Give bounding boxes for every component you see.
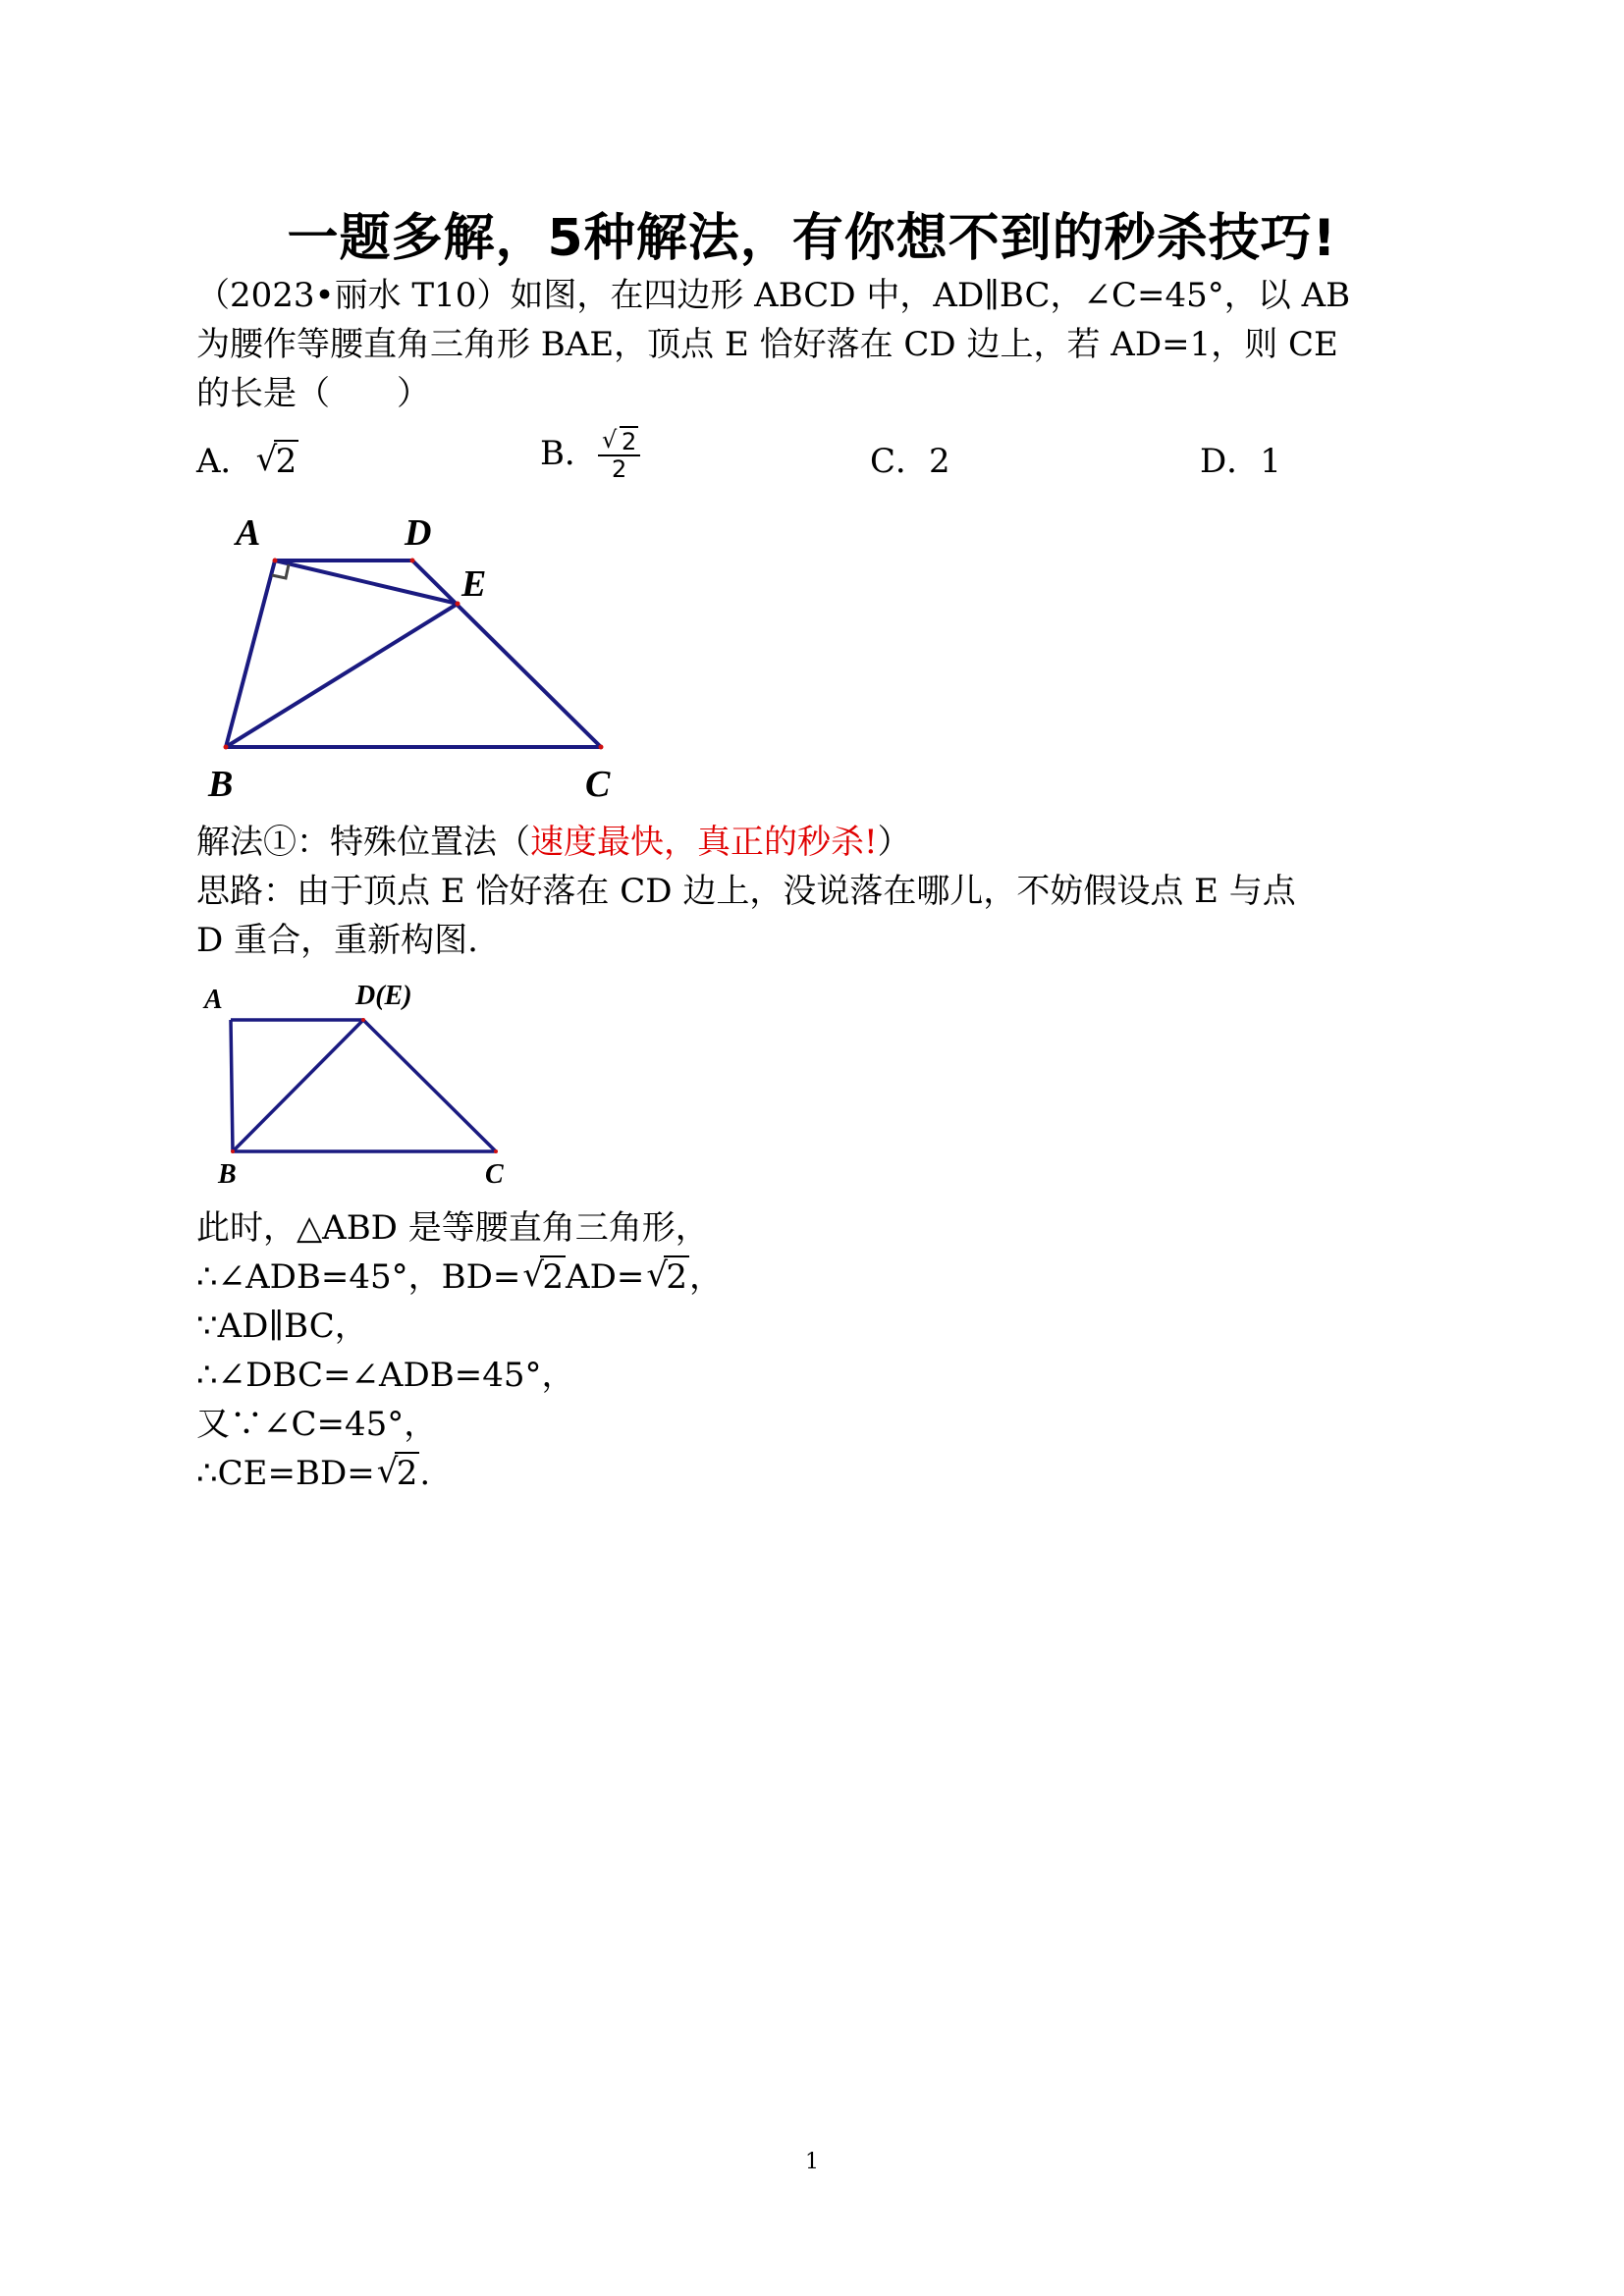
sqrt-icon: √ 2 — [522, 1255, 565, 1297]
option-b — [540, 426, 640, 482]
method-1 — [196, 818, 1453, 965]
option-a-label: A． — [196, 442, 254, 481]
segment-be — [226, 604, 458, 747]
answer-options — [196, 426, 1473, 493]
problem-line-2: 为腰作等腰直角三角形 BAE，顶点 E 恰好落在 CD 边上，若 AD=1，则 CE — [196, 325, 1338, 364]
label-b: B — [208, 764, 234, 805]
segment-bd — [233, 1020, 363, 1151]
label-a: A — [204, 985, 223, 1015]
option-b-label: B． — [540, 434, 598, 473]
segment-dc — [412, 561, 601, 747]
label-a: A — [236, 512, 261, 554]
option-a — [196, 434, 298, 482]
option-c: C．2 — [870, 442, 950, 481]
option-d: D．1 — [1200, 442, 1281, 481]
sqrt-icon: √ 2 — [646, 1255, 687, 1297]
solution-steps — [196, 1203, 1453, 1498]
step-1: 此时，△ABD 是等腰直角三角形， — [196, 1208, 709, 1248]
sqrt-icon: √ 2 — [255, 440, 298, 481]
step-2: ∴∠ADB=45°，BD= √ 2AD= √ 2， — [196, 1253, 1453, 1302]
figure-2-special-position — [196, 977, 550, 1193]
segment-dc — [363, 1020, 496, 1151]
step-6: ∴CE=BD= √ 2. — [196, 1449, 1453, 1498]
page-number: 1 — [805, 2150, 819, 2174]
method-1-heading: 解法①：特殊位置法（速度最快，真正的秒杀!） — [196, 823, 911, 862]
fraction: √ 2 2 — [598, 429, 640, 482]
sqrt-icon: √ 2 — [376, 1452, 418, 1493]
problem-statement — [196, 271, 1453, 418]
step-3: ∵AD∥BC， — [196, 1307, 368, 1346]
label-b: B — [218, 1159, 237, 1190]
label-c: C — [585, 764, 611, 805]
page-title: 一题多解，5种解法，有你想不到的秒杀技巧! — [287, 209, 1337, 268]
figure-1-trapezoid — [208, 506, 628, 810]
label-c: C — [485, 1159, 504, 1190]
label-d-e: D(E) — [355, 981, 412, 1011]
segment-ab — [231, 1020, 233, 1151]
step-4: ∴∠DBC=∠ADB=45°， — [196, 1356, 575, 1395]
method-1-highlight: 速度最快，真正的秒杀! — [530, 823, 878, 862]
method-1-idea-2: D 重合，重新构图. — [196, 921, 478, 960]
label-e: E — [461, 563, 487, 605]
label-d: D — [405, 512, 432, 554]
problem-line-1: （2023•丽水 T10）如图，在四边形 ABCD 中，AD∥BC，∠C=45°，以 AB — [196, 276, 1351, 315]
step-5: 又∵∠C=45°， — [196, 1405, 438, 1444]
method-1-idea-1: 思路：由于顶点 E 恰好落在 CD 边上，没说落在哪儿，不妨假设点 E 与点 — [196, 872, 1296, 911]
segment-ae — [275, 561, 458, 604]
problem-line-3: 的长是（ ） — [196, 374, 430, 413]
